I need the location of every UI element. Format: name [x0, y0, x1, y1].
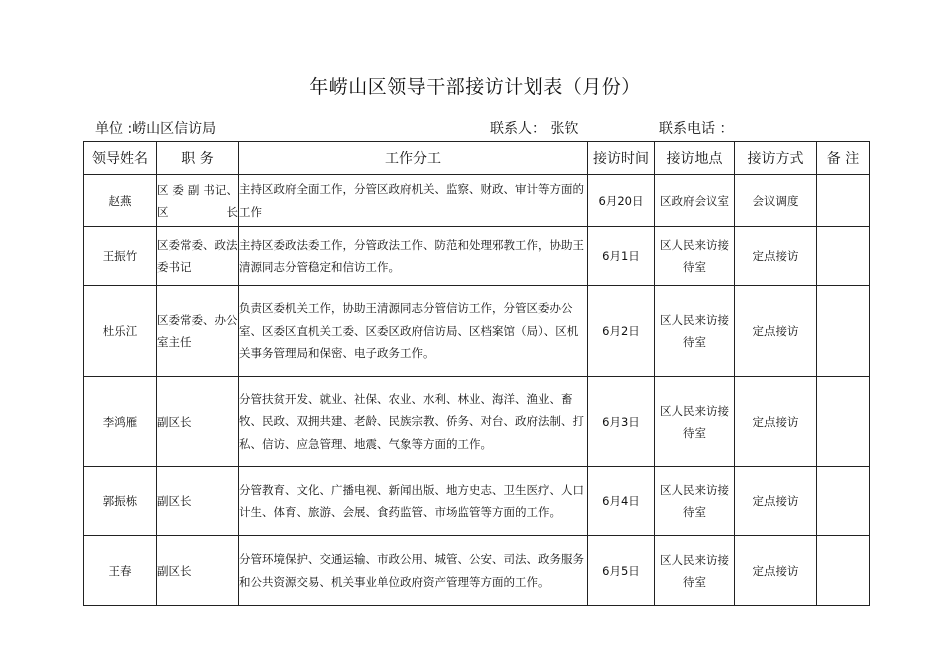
contact-person: 联系人： 张钦 — [490, 121, 579, 137]
reception-mode: 定点接访 — [735, 286, 817, 377]
reception-time: 6月1日 — [588, 227, 655, 286]
leader-name: 杜乐江 — [84, 286, 157, 377]
table-row — [84, 536, 870, 606]
reception-time: 6月4日 — [588, 467, 655, 536]
note-cell — [817, 377, 870, 467]
reception-mode: 定点接访 — [735, 377, 817, 467]
note-cell — [817, 227, 870, 286]
duty-description: 主持区政府全面工作，分管区政府机关、监察、财政、审计等方面的工作 — [239, 175, 588, 227]
duty-description: 负责区委机关工作，协助王清源同志分管信访工作，分管区委办公室、区委区直机关工委、区委区政府信访局、区档案馆（局）、区机关事务管理局和保密、电子政务工作。 — [239, 286, 588, 377]
leader-name: 王春 — [84, 536, 157, 606]
header-note: 备 注 — [817, 142, 870, 175]
duty-description: 分管环境保护、交通运输、市政公用、城管、公安、司法、政务服务和公共资源交易、机关事业单位政府资产管理等方面的工作。 — [239, 536, 588, 606]
contact-phone: 联系电话 ： — [659, 121, 734, 137]
reception-place: 区人民来访接待室 — [655, 467, 735, 536]
table-row — [84, 286, 870, 377]
reception-time: 6月3日 — [588, 377, 655, 467]
note-cell — [817, 175, 870, 227]
note-cell — [817, 536, 870, 606]
page-title: 年崂山区领导干部接访计划表（月份） — [309, 76, 641, 98]
reception-mode: 定点接访 — [735, 227, 817, 286]
leader-name: 郭振栋 — [84, 467, 157, 536]
reception-time: 6月2日 — [588, 286, 655, 377]
reception-mode: 定点接访 — [735, 536, 817, 606]
reception-time: 6月5日 — [588, 536, 655, 606]
leader-position: 副区长 — [157, 536, 239, 606]
table-row — [84, 175, 870, 227]
header-place: 接访地点 — [655, 142, 735, 175]
reception-plan-table — [83, 141, 870, 606]
header-name: 领导姓名 — [84, 142, 157, 175]
leader-name: 李鸿雁 — [84, 377, 157, 467]
reception-place: 区人民来访接待室 — [655, 227, 735, 286]
note-cell — [817, 467, 870, 536]
header-row — [84, 142, 870, 175]
reception-place: 区人民来访接待室 — [655, 536, 735, 606]
duty-description: 分管教育、文化、广播电视、新闻出版、地方史志、卫生医疗、人口计生、体育、旅游、会展、食药监管、市场监管等方面的工作。 — [239, 467, 588, 536]
duty-description: 主持区委政法委工作，分管政法工作、防范和处理邪教工作，协助王清源同志分管稳定和信访工作。 — [239, 227, 588, 286]
reception-mode: 会议调度 — [735, 175, 817, 227]
header-duty: 工作分工 — [239, 142, 588, 175]
table-row — [84, 227, 870, 286]
duty-description: 分管扶贫开发、就业、社保、农业、水利、林业、海洋、渔业、畜牧、民政、双拥共建、老龄、民族宗教、侨务、对台、政府法制、打私、信访、应急管理、地震、气象等方面的工作。 — [239, 377, 588, 467]
reception-time: 6月20日 — [588, 175, 655, 227]
leader-position: 副区长 — [157, 377, 239, 467]
reception-place: 区人民来访接待室 — [655, 377, 735, 467]
table-row — [84, 377, 870, 467]
reception-mode: 定点接访 — [735, 467, 817, 536]
leader-position: 副区长 — [157, 467, 239, 536]
header-time: 接访时间 — [588, 142, 655, 175]
leader-name: 赵燕 — [84, 175, 157, 227]
leader-name: 王振竹 — [84, 227, 157, 286]
reception-place: 区人民来访接待室 — [655, 286, 735, 377]
note-cell — [817, 286, 870, 377]
header-position: 职 务 — [157, 142, 239, 175]
leader-position: 区委常委、办公室主任 — [157, 286, 239, 377]
unit-label: 单位 :崂山区信访局 — [95, 121, 217, 137]
header-mode: 接访方式 — [735, 142, 817, 175]
leader-position: 区委常委、政法委书记 — [157, 227, 239, 286]
leader-position: 区 委 副 书记、区长 — [157, 175, 239, 227]
table-row — [84, 467, 870, 536]
reception-place: 区政府会议室 — [655, 175, 735, 227]
